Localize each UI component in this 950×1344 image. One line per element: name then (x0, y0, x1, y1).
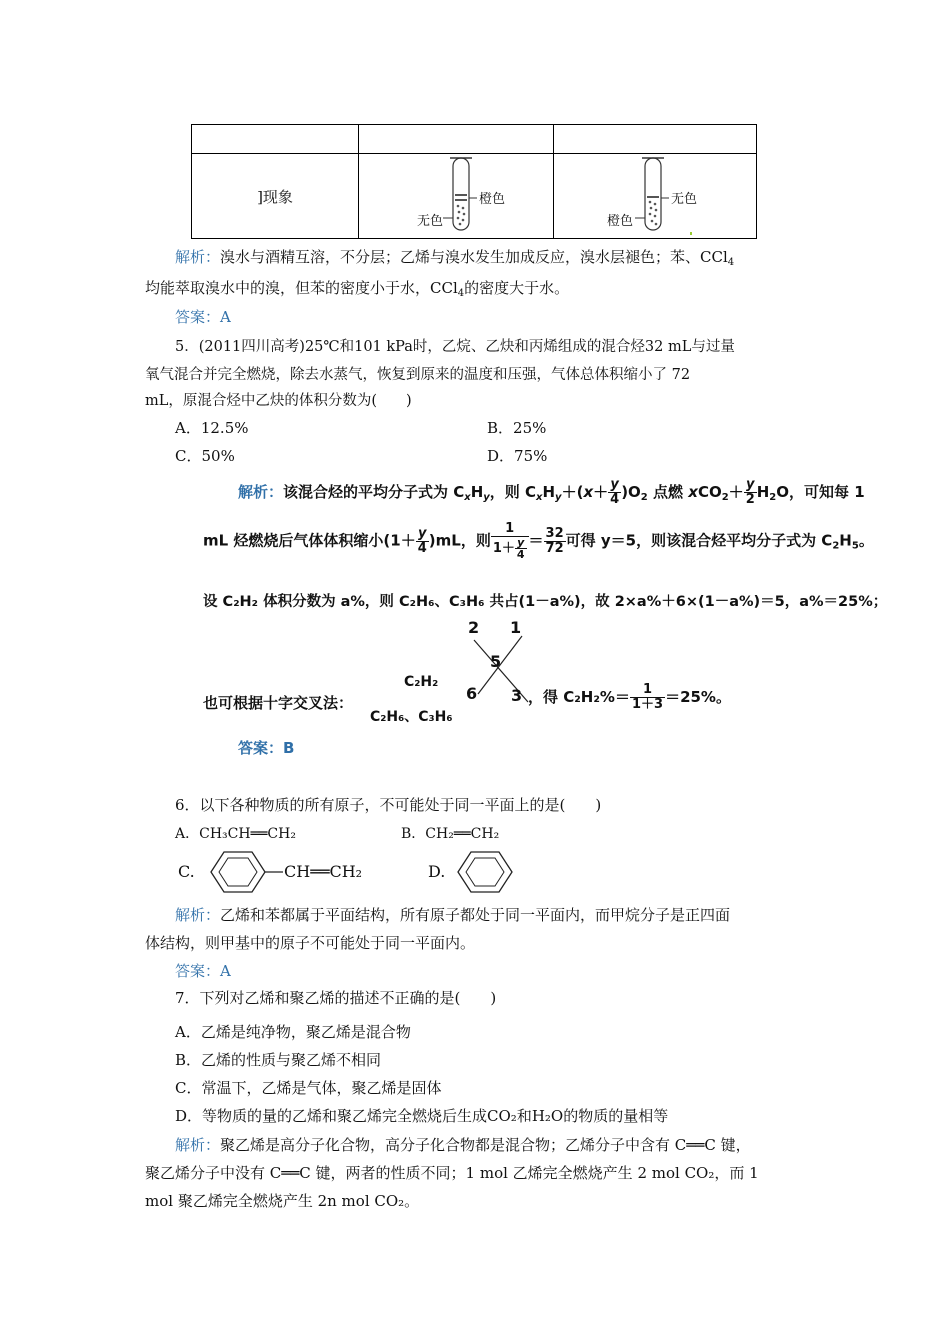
q6-analysis-line2: 体结构，则甲基中的原子不可能处于同一平面内。 (145, 934, 476, 952)
table-cell (554, 125, 757, 154)
q7-option-c: C．常温下，乙烯是气体，聚乙烯是固体 (175, 1079, 442, 1097)
q6-option-c-label: C. (178, 862, 195, 881)
q4-analysis-label: 解析： (175, 248, 221, 266)
q5-analysis-line4: 也可根据十字交叉法： (203, 694, 354, 712)
table-row (192, 154, 757, 239)
q6-option-a: A．CH₃CH══CH₂ (175, 826, 296, 842)
q5-option-b: B．25% (487, 419, 547, 437)
q7-analysis-label: 解析： (175, 1136, 221, 1154)
q4-answer: 答案：A (175, 308, 231, 326)
q7-option-d: D．等物质的量的乙烯和聚乙烯完全燃烧后生成CO₂和H₂O的物质的量相等 (175, 1107, 669, 1125)
q7-option-b: B．乙烯的性质与聚乙烯不相同 (175, 1051, 382, 1069)
tube-cell-2 (554, 154, 757, 239)
cross-c2h6-c3h6: C₂H₆、C₃H₆ (370, 709, 453, 725)
table-row-label-cell (192, 154, 359, 239)
q5-answer: 答案：B (238, 739, 295, 757)
q6-answer: 答案：A (175, 962, 231, 980)
q5-analysis-line2: mL 烃燃烧后气体体积缩小(1＋ $\frac{y}{4}$ )mL，则 1 1＋ $\frac{y}{4}$ ＝ $\frac{32}{72}$ 可得 y＝5，则该混合烃平均分子式为 $C_2H_5$。 (203, 521, 874, 561)
q4-analysis-line2: 均能萃取溴水中的溴，但苯的密度小于水，CCl$_4$的密度大于水。 (145, 279, 570, 299)
q7-analysis-line3: mol 聚乙烯完全燃烧产生 2n mol CO₂。 (145, 1192, 420, 1210)
tube1-lower-label: 无色 (417, 214, 444, 229)
q6-analysis-label: 解析： (175, 906, 221, 924)
q5-analysis-line3: 设 C₂H₂ 体积分数为 a%，则 C₂H₆、C₃H₆ 共占(1－a%)，故 2×a%＋6×(1－a%)＝5，a%＝25%； (203, 594, 888, 610)
q5-analysis-line4-result: ，得 C₂H₂%＝ $\frac{1}{1+3}$ ＝25%。 (528, 682, 731, 712)
q5-stem-line3: mL，原混合烃中乙炔的体积分数为( ) (145, 393, 412, 409)
tube2-upper-label: 无色 (671, 192, 698, 207)
q5-analysis-line1: 解析：该混合烃的平均分子式为 $C_xH_y$，则 $C_xH_y+(x+$ $\frac{y}{4}$ )$O_2$ 点燃 xCO$_2$＋ $\frac{y}{2}$ $H_2O$，可知每 1 (238, 477, 865, 507)
cross-number-1: 1 (510, 618, 522, 637)
table-cell (359, 125, 554, 154)
tube2-lower-label: 橙色 (607, 214, 634, 229)
q5-stem-line2: 氧气混合并完全燃烧，除去水蒸气，恢复到原来的温度和压强，气体总体积缩小了 72 (145, 367, 691, 383)
test-tube-1-icon (359, 154, 553, 238)
cross-number-3: 3 (511, 686, 523, 705)
test-tube-2-icon (554, 154, 756, 238)
cross-number-2: 2 (468, 618, 480, 637)
benzene-ring-icon (452, 848, 522, 896)
q7-analysis-line2: 聚乙烯分子中没有 C══C 键，两者的性质不同；1 mol 乙烯完全燃烧产生 2 mol CO₂，而 1 (145, 1164, 759, 1182)
tube-cell-1 (359, 154, 554, 239)
q5-option-c: C．50% (175, 447, 235, 465)
experiment-table (191, 124, 757, 239)
table-cell (192, 125, 359, 154)
q6-analysis-line1: 解析：乙烯和苯都属于平面结构，所有原子都处于同一平面内，而甲烷分子是正四面 (175, 906, 731, 924)
q5-option-d: D．75% (487, 447, 548, 465)
table-header-row (192, 125, 757, 154)
q6-option-c-group: CH══CH₂ (284, 862, 363, 881)
q6-option-d-label: D. (428, 862, 446, 881)
q5-analysis-label: 解析： (238, 483, 284, 501)
benzene-ring-styrene-icon (203, 848, 283, 896)
q7-stem: 7．下列对乙烯和聚乙烯的描述不正确的是( ) (175, 989, 497, 1007)
q7-analysis-line1: 解析：聚乙烯是高分子化合物，高分子化合物都是混合物；乙烯分子中含有 C══C 键， (175, 1136, 751, 1154)
q6-option-b: B．CH₂══CH₂ (401, 826, 500, 842)
q4-analysis-line1: 解析：溴水与酒精互溶，不分层；乙烯与溴水发生加成反应，溴水层褪色；苯、CCl$_4$ (175, 248, 735, 268)
cross-number-5: 5 (490, 652, 502, 671)
q7-option-a: A．乙烯是纯净物，聚乙烯是混合物 (175, 1023, 411, 1041)
q6-stem: 6．以下各种物质的所有原子，不可能处于同一平面上的是( ) (175, 796, 602, 814)
cross-number-6: 6 (466, 684, 478, 703)
table-row-label: ]现象 (257, 187, 293, 206)
q5-stem-line1: 5．(2011四川高考)25℃和101 kPa时，乙烷、乙炔和丙烯组成的混合烃32 mL与过量 (175, 339, 735, 355)
q5-option-a: A．12.5% (175, 419, 249, 437)
cross-c2h2: C₂H₂ (404, 674, 439, 690)
tube1-upper-label: 橙色 (479, 192, 506, 207)
